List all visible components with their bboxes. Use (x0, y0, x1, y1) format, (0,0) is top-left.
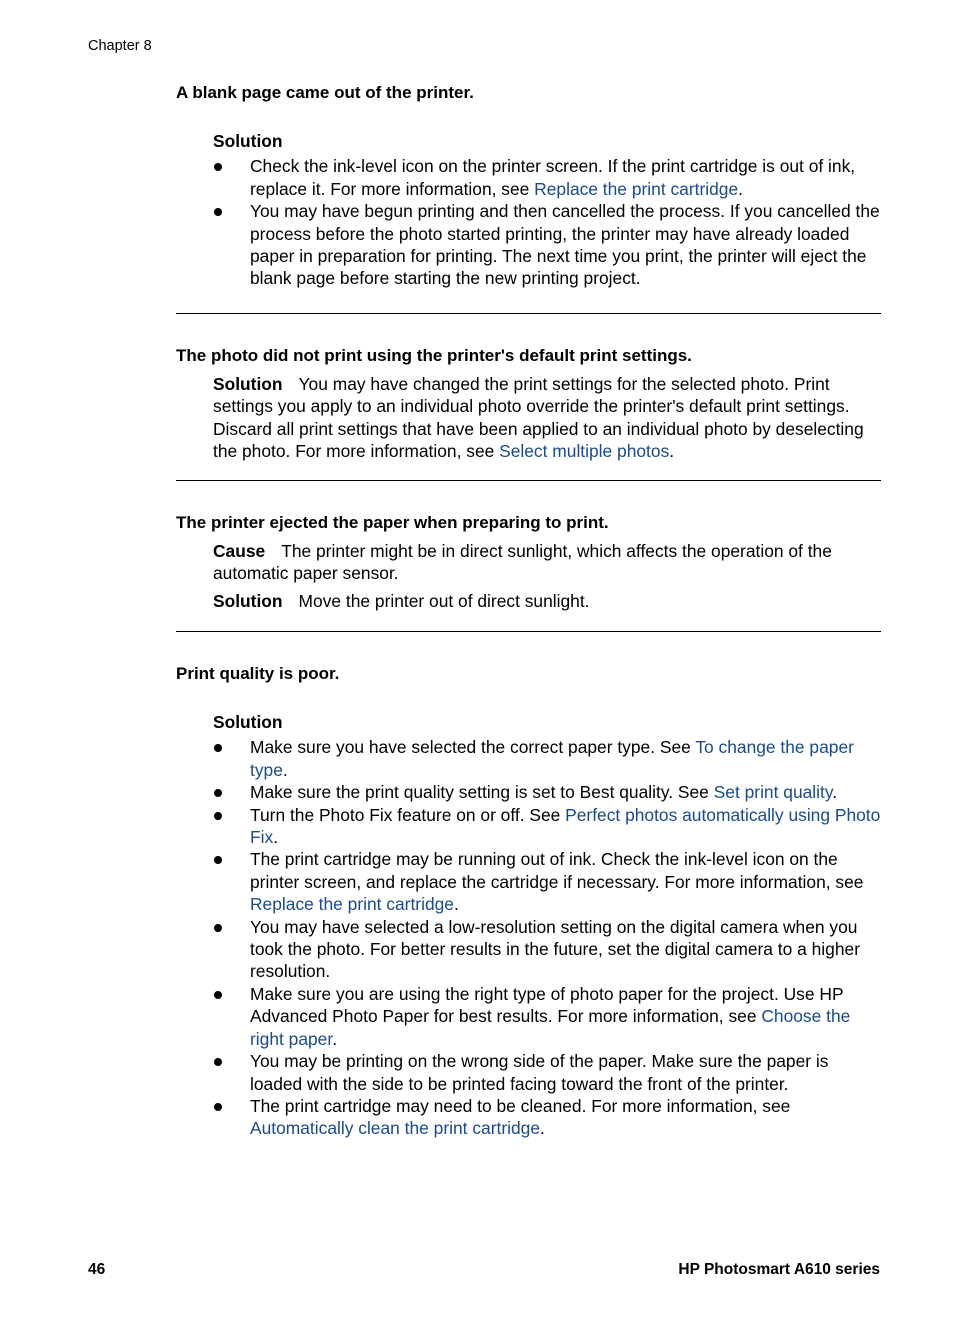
list-item: Check the ink-level icon on the printer screen. If the print cartridge is out of ink, replace it. For more information, see Replace the print cartridge. (213, 155, 881, 200)
link-select-multiple-photos[interactable]: Select multiple photos (499, 441, 670, 462)
list-item: You may have selected a low-resolution setting on the digital camera when you took the photo. For better results in the future, set the digital camera to a higher resolution. (213, 916, 881, 983)
list-item: You may have begun printing and then cancelled the process. If you cancelled the process before the photo started printing, the printer may have already loaded paper in preparation for printing. The next time you print, the printer will eject the blank page before starting the new printing project. (213, 200, 881, 290)
section-blank-page (176, 82, 881, 290)
solution-block (213, 711, 881, 1140)
link-replace-print-cartridge[interactable]: Replace the print cartridge (534, 178, 739, 199)
section-heading: A blank page came out of the printer. (176, 83, 474, 102)
link-change-paper-type[interactable]: To change the paper type (250, 737, 854, 780)
solution-text: Move the printer out of direct sunlight. (298, 590, 590, 611)
cause-text: The printer might be in direct sunlight, which affects the operation of the automatic paper sensor. (213, 541, 832, 584)
link-replace-print-cartridge[interactable]: Replace the print cartridge (250, 894, 454, 915)
list-item: Turn the Photo Fix feature on or off. See Perfect photos automatically using Photo Fix. (213, 804, 881, 849)
section-paper-ejected (176, 512, 881, 612)
list-item: Make sure the print quality setting is set to Best quality. See Set print quality. (213, 781, 881, 803)
running-head: Chapter 8 (88, 38, 152, 54)
list-item: The print cartridge may be running out of ink. Check the ink-level icon on the printer screen, and replace the cartridge if necessary. For more information, see Replace the print cartridge. (213, 848, 881, 915)
solution-label: Solution (213, 712, 283, 732)
solution-label: Solution (213, 374, 283, 394)
section-divider (176, 631, 881, 632)
solution-text: You may have changed the print settings for the selected photo. Print settings you apply to an individual photo override the printer's default print settings. Discard all print settings that have been applied to an individual photo by deselecting the photo. For more information, see (213, 374, 864, 462)
link-set-print-quality[interactable]: Set print quality (713, 782, 833, 803)
list-item: Make sure you have selected the correct paper type. See To change the paper type. (213, 736, 881, 781)
list-item: Make sure you are using the right type of photo paper for the project. Use HP Advanced Photo Paper for best results. For more information, see Choose the right paper. (213, 983, 881, 1050)
link-clean-print-cartridge[interactable]: Automatically clean the print cartridge (250, 1118, 540, 1139)
list-item: You may be printing on the wrong side of the paper. Make sure the paper is loaded with the side to be printed facing toward the front of the printer. (213, 1050, 881, 1095)
solution-list (213, 736, 881, 1139)
cause-block (213, 540, 881, 612)
section-heading: Print quality is poor. (176, 664, 340, 683)
section-divider (176, 480, 881, 481)
cause-label: Cause (213, 541, 266, 561)
list-item: The print cartridge may need to be cleaned. For more information, see Automatically clean the print cartridge. (213, 1095, 881, 1140)
product-name: HP Photosmart A610 series (678, 1261, 880, 1278)
page-number: 46 (88, 1261, 106, 1278)
link-photo-fix[interactable]: Perfect photos automatically using Photo Fix (250, 804, 881, 848)
section-print-quality (176, 663, 881, 1140)
section-heading: The photo did not print using the printer's default print settings. (176, 346, 692, 365)
link-choose-right-paper[interactable]: Choose the right paper (250, 1006, 851, 1049)
section-divider (176, 313, 881, 314)
section-heading: The printer ejected the paper when preparing to print. (176, 513, 609, 532)
solution-label: Solution (213, 131, 283, 151)
section-default-settings (176, 345, 881, 463)
solution-block: Solution You may have changed the print settings for the selected photo. Print settings you apply to an individual photo override the printer's default print settings. Discard all print settings that have been applied to an individual photo by deselecting the photo. For more information, see Select multiple photos. (213, 374, 864, 462)
solution-list (213, 155, 881, 289)
solution-label: Solution (213, 590, 283, 611)
solution-block (213, 130, 881, 290)
